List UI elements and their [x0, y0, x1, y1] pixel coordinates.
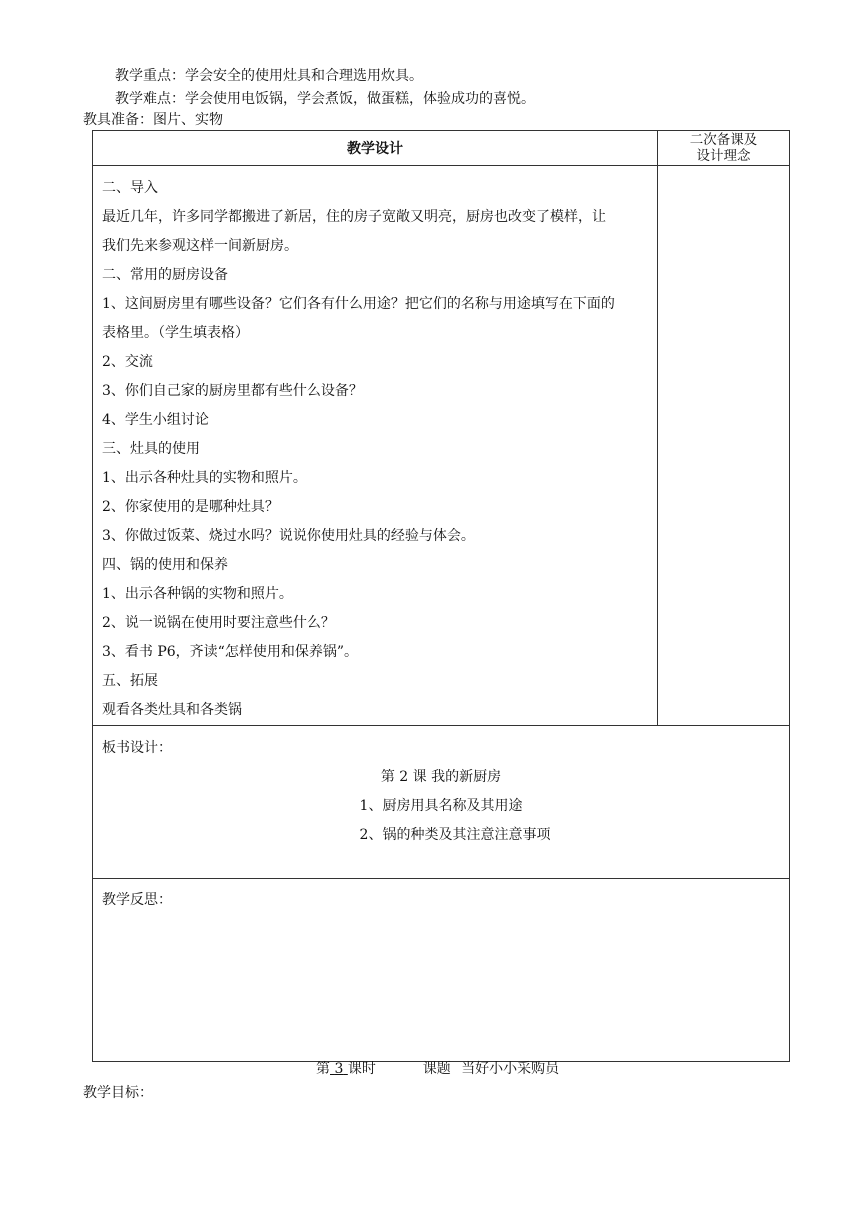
design-line: 4、学生小组讨论	[102, 412, 209, 428]
topic: 当好小小采购员	[461, 1061, 560, 1077]
secondary-prep-header-line2: 设计理念	[696, 148, 751, 164]
design-line: 三、灶具的使用	[102, 441, 200, 457]
design-line: 二、导入	[102, 180, 158, 196]
topic-label: 课题	[422, 1061, 451, 1077]
design-line: 表格里。（学生填表格）	[102, 325, 249, 341]
secondary-prep-header	[658, 131, 790, 166]
board-title: 第 2 课 我的新厨房	[380, 769, 502, 785]
design-line: 1、出示各种锅的实物和照片。	[102, 586, 293, 602]
teaching-design-header: 教学设计	[93, 131, 658, 166]
design-line: 1、这间厨房里有哪些设备？它们各有什么用途？把它们的名称与用途填写在下面的	[102, 296, 615, 312]
lesson-suffix: 课时	[347, 1061, 376, 1077]
secondary-prep-header-line1: 二次备课及	[689, 132, 758, 148]
teaching-design-content	[93, 166, 658, 726]
difficulty: 教学难点：学会使用电饭锅，学会煮饭，做蛋糕，体验成功的喜悦。	[115, 91, 535, 107]
secondary-prep-cell	[658, 166, 790, 726]
design-line: 二、常用的厨房设备	[102, 267, 228, 283]
board-item: 2、锅的种类及其注意注意事项	[359, 827, 551, 843]
reflection-cell	[93, 879, 790, 1062]
lesson-heading	[316, 1059, 559, 1079]
design-line: 3、你做过饭菜、烧过水吗？说说你使用灶具的经验与体会。	[102, 528, 475, 544]
key-point: 教学重点：学会安全的使用灶具和合理选用炊具。	[115, 68, 423, 84]
design-line: 3、看书 P6，齐读“怎样使用和保养锅”。	[102, 644, 358, 660]
board-design-cell	[93, 726, 790, 879]
design-line: 观看各类灶具和各类锅	[102, 702, 242, 718]
design-line: 3、你们自己家的厨房里都有些什么设备？	[102, 383, 363, 399]
lesson-prefix: 第	[316, 1061, 330, 1077]
design-line: 五、拓展	[102, 673, 158, 689]
lesson-plan-table	[92, 130, 790, 1062]
design-line: 2、你家使用的是哪种灶具？	[102, 499, 279, 515]
design-line: 2、交流	[102, 354, 153, 370]
design-line: 四、锅的使用和保养	[102, 557, 228, 573]
board-item: 1、厨房用具名称及其用途	[359, 798, 523, 814]
reflection-label: 教学反思：	[102, 892, 172, 908]
design-line: 最近几年，许多同学都搬进了新居，住的房子宽敞又明亮，厨房也改变了模样，让	[102, 209, 606, 225]
design-line: 1、出示各种灶具的实物和照片。	[102, 470, 307, 486]
materials: 教具准备：图片、实物	[83, 112, 223, 128]
objectives-label: 教学目标：	[83, 1085, 153, 1101]
board-design-label: 板书设计：	[102, 740, 172, 756]
lesson-number: 3	[334, 1061, 344, 1077]
design-line: 我们先来参观这样一间新厨房。	[102, 238, 298, 254]
design-line: 2、说一说锅在使用时要注意些什么？	[102, 615, 335, 631]
